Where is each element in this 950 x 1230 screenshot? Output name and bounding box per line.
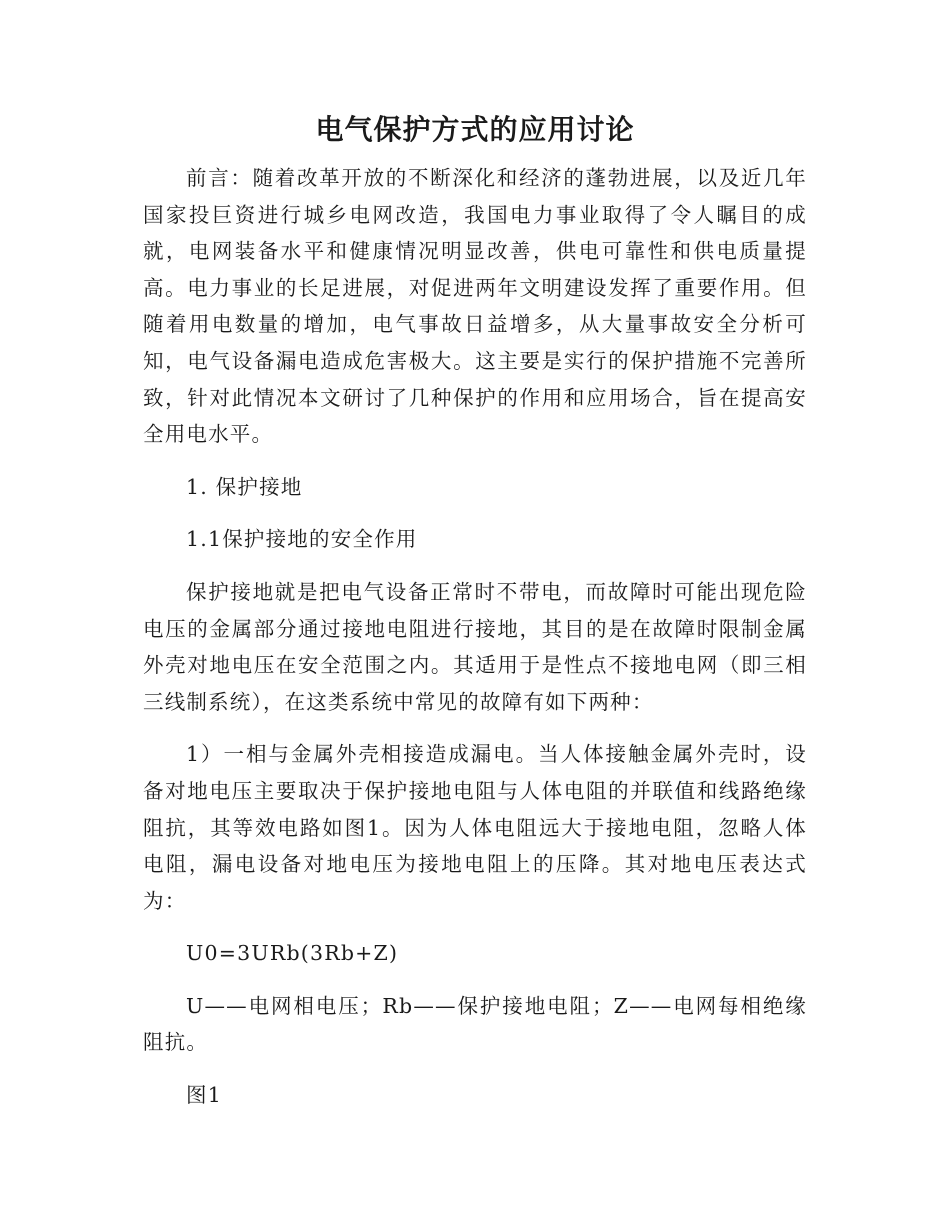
formula: U0=3URb(3Rb+Z) <box>186 941 399 966</box>
subsection-heading-1-1: 1.1保护接地的安全作用 <box>186 527 418 552</box>
section-heading-1: 1. 保护接地 <box>186 474 303 499</box>
figure-caption: 图1 <box>186 1083 222 1108</box>
document-page <box>143 110 807 1114</box>
formula-legend: U——电网相电压；Rb——保护接地电阻；Z——电网每相绝缘阻抗。 <box>143 993 807 1055</box>
preface-paragraph: 前言：随着改革开放的不断深化和经济的蓬勃进展，以及近几年国家投巨资进行城乡电网改造，我国电力事业取得了令人瞩目的成就，电网装备水平和健康情况明显改善，供电可靠性和供电质量提高。电力事业的长足进展，对促进两年文明建设发挥了重要作用。但随着用电数量的增加，电气事故日益增多，从大量事故安全分析可知，电气设备漏电造成危害极大。这主要是实行的保护措施不完善所致，针对此情况本文研讨了几种保护的作用和应用场合，旨在提高安全用电水平。 <box>143 166 807 447</box>
body-paragraph: 1）一相与金属外壳相接造成漏电。当人体接触金属外壳时，设备对地电压主要取决于保护接地电阻与人体电阻的并联值和线路绝缘阻抗，其等效电路如图1。因为人体电阻远大于接地电阻，忽略人体电阻，漏电设备对地电压为接地电阻上的压降。其对地电压表达式为： <box>143 742 807 913</box>
document-title: 电气保护方式的应用讨论 <box>315 113 635 146</box>
body-paragraph: 保护接地就是把电气设备正常时不带电，而故障时可能出现危险电压的金属部分通过接地电阻进行接地，其目的是在故障时限制金属外壳对地电压在安全范围之内。其适用于是性点不接地电网（即三相三线制系统），在这类系统中常见的故障有如下两种： <box>143 579 807 714</box>
